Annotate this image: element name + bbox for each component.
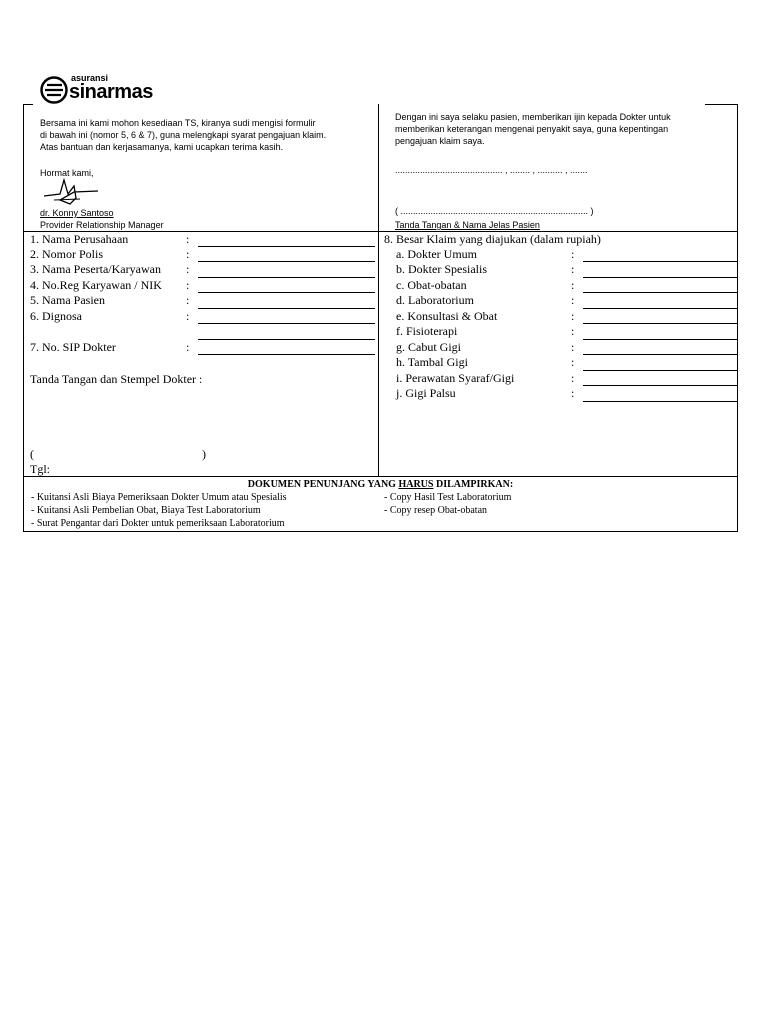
closing-text: Hormat kami, (40, 168, 94, 178)
claim-consultation-input[interactable] (583, 323, 737, 324)
frame-top-left-tick (23, 104, 33, 105)
field-company-label: 1. Nama Perusahaan (30, 232, 129, 246)
field-colon: : (186, 278, 190, 292)
frame-left-border (23, 104, 24, 532)
claim-specialist-input[interactable] (583, 277, 737, 278)
claim-tooth-extraction-input[interactable] (583, 354, 737, 355)
doctor-name-open-paren: ( (30, 447, 34, 461)
claim-laboratory-input[interactable] (583, 308, 737, 309)
claim-root-canal-input[interactable] (583, 385, 737, 386)
documents-title (23, 478, 738, 491)
claim-item-label: i. Perawatan Syaraf/Gigi (396, 371, 515, 385)
frame-center-divider (378, 104, 379, 477)
documents-top-rule (23, 476, 738, 477)
header-right-line: pengajuan klaim saya. (395, 136, 485, 146)
field-diagnosis-label: 6. Dignosa (30, 309, 82, 323)
header-left-line: Atas bantuan dan kerjasamanya, kami ucapkan terima kasih. (40, 142, 284, 152)
field-participant-input[interactable] (198, 277, 375, 278)
claim-colon: : (571, 340, 575, 354)
field-patient-label: 5. Nama Pasien (30, 293, 105, 307)
signature-image (40, 174, 110, 210)
sinarmas-logo-icon (40, 76, 68, 104)
claim-title: 8. Besar Klaim yang diajukan (dalam rupiah) (384, 232, 601, 246)
doctor-signature-label: Tanda Tangan dan Stempel Dokter : (30, 372, 203, 386)
patient-signature-caption: Tanda Tangan & Nama Jelas Pasien (395, 220, 540, 230)
field-sip-input[interactable] (198, 354, 375, 355)
claim-colon: : (571, 386, 575, 400)
documents-title-pre: DOKUMEN PENUNJANG YANG (247, 479, 399, 490)
claim-item-label: f. Fisioterapi (396, 324, 458, 338)
field-diagnosis-input-line2[interactable] (198, 339, 375, 340)
claim-item-label: j. Gigi Palsu (396, 386, 456, 400)
document-item: - Copy Hasil Test Laboratorium (384, 492, 512, 503)
header-right-line: Dengan ini saya selaku pasien, memberikan ijin kepada Dokter untuk (395, 112, 671, 122)
documents-title-emphasis: HARUS (398, 479, 434, 490)
field-policy-input[interactable] (198, 261, 375, 262)
header-right-paragraph (395, 111, 671, 147)
logo-small-text: asuransi (71, 73, 109, 83)
doctor-name-close-paren: ) (202, 447, 206, 461)
claim-colon: : (571, 309, 575, 323)
patient-date-line[interactable]: ........................................... , ........ , .......... , ....... (395, 165, 588, 175)
field-colon: : (186, 247, 190, 261)
field-participant-label: 3. Nama Peserta/Karyawan (30, 262, 161, 276)
signer-name: dr. Konny Santoso (40, 208, 114, 218)
claim-tooth-filling-input[interactable] (583, 370, 737, 371)
claim-item-label: h. Tambal Gigi (396, 355, 468, 369)
claim-general-doctor-input[interactable] (583, 261, 737, 262)
claim-colon: : (571, 324, 575, 338)
claim-item-label: e. Konsultasi & Obat (396, 309, 498, 323)
documents-right-list (384, 491, 511, 517)
frame-bottom-border (23, 531, 738, 532)
header-right-line: memberikan keterangan mengenai penyakit saya, guna kepentingan (395, 124, 669, 134)
claim-medicine-input[interactable] (583, 292, 737, 293)
document-item: - Kuitansi Asli Biaya Pemeriksaan Dokter Umum atau Spesialis (31, 492, 287, 503)
claim-colon: : (571, 371, 575, 385)
doctor-date-label: Tgl: (30, 462, 50, 476)
header-bottom-rule (23, 231, 738, 232)
field-colon: : (186, 262, 190, 276)
field-colon: : (186, 309, 190, 323)
header-left-line: Bersama ini kami mohon kesediaan TS, kiranya sudi mengisi formulir (40, 118, 316, 128)
claim-colon: : (571, 278, 575, 292)
field-diagnosis-input[interactable] (198, 323, 375, 324)
field-nik-input[interactable] (198, 292, 375, 293)
field-colon: : (186, 293, 190, 307)
frame-top-right-tick (705, 104, 738, 105)
field-company-input[interactable] (198, 246, 375, 247)
claim-item-label: d. Laboratorium (396, 293, 474, 307)
document-item: - Kuitansi Asli Pembelian Obat, Biaya Test Laboratorium (31, 505, 261, 516)
claim-colon: : (571, 355, 575, 369)
claim-item-label: g. Cabut Gigi (396, 340, 461, 354)
field-patient-input[interactable] (198, 308, 375, 309)
claim-colon: : (571, 247, 575, 261)
claim-item-label: c. Obat-obatan (396, 278, 467, 292)
claim-item-label: a. Dokter Umum (396, 247, 477, 261)
logo-brand-text: sinarmas (69, 81, 153, 103)
claim-colon: : (571, 293, 575, 307)
field-nik-label: 4. No.Reg Karyawan / NIK (30, 278, 162, 292)
patient-signature-line[interactable]: ( ........................................................................... ) (395, 206, 594, 216)
documents-left-list (31, 491, 287, 530)
documents-title-post: DILAMPIRKAN: (433, 479, 514, 490)
signer-title: Provider Relationship Manager (40, 220, 164, 230)
frame-right-border (737, 104, 738, 532)
field-colon: : (186, 232, 190, 246)
header-left-line: di bawah ini (nomor 5, 6 & 7), guna melengkapi syarat pengajuan klaim. (40, 130, 327, 140)
header-left-paragraph (40, 117, 326, 153)
claim-colon: : (571, 262, 575, 276)
document-item: - Surat Pengantar dari Dokter untuk pemeriksaan Laboratorium (31, 518, 285, 529)
field-sip-label: 7. No. SIP Dokter (30, 340, 116, 354)
claim-denture-input[interactable] (583, 401, 737, 402)
document-item: - Copy resep Obat-obatan (384, 505, 488, 516)
claim-physiotherapy-input[interactable] (583, 339, 737, 340)
sinarmas-logo (40, 73, 180, 107)
field-policy-label: 2. Nomor Polis (30, 247, 104, 261)
claim-item-label: b. Dokter Spesialis (396, 262, 487, 276)
field-colon: : (186, 340, 190, 354)
